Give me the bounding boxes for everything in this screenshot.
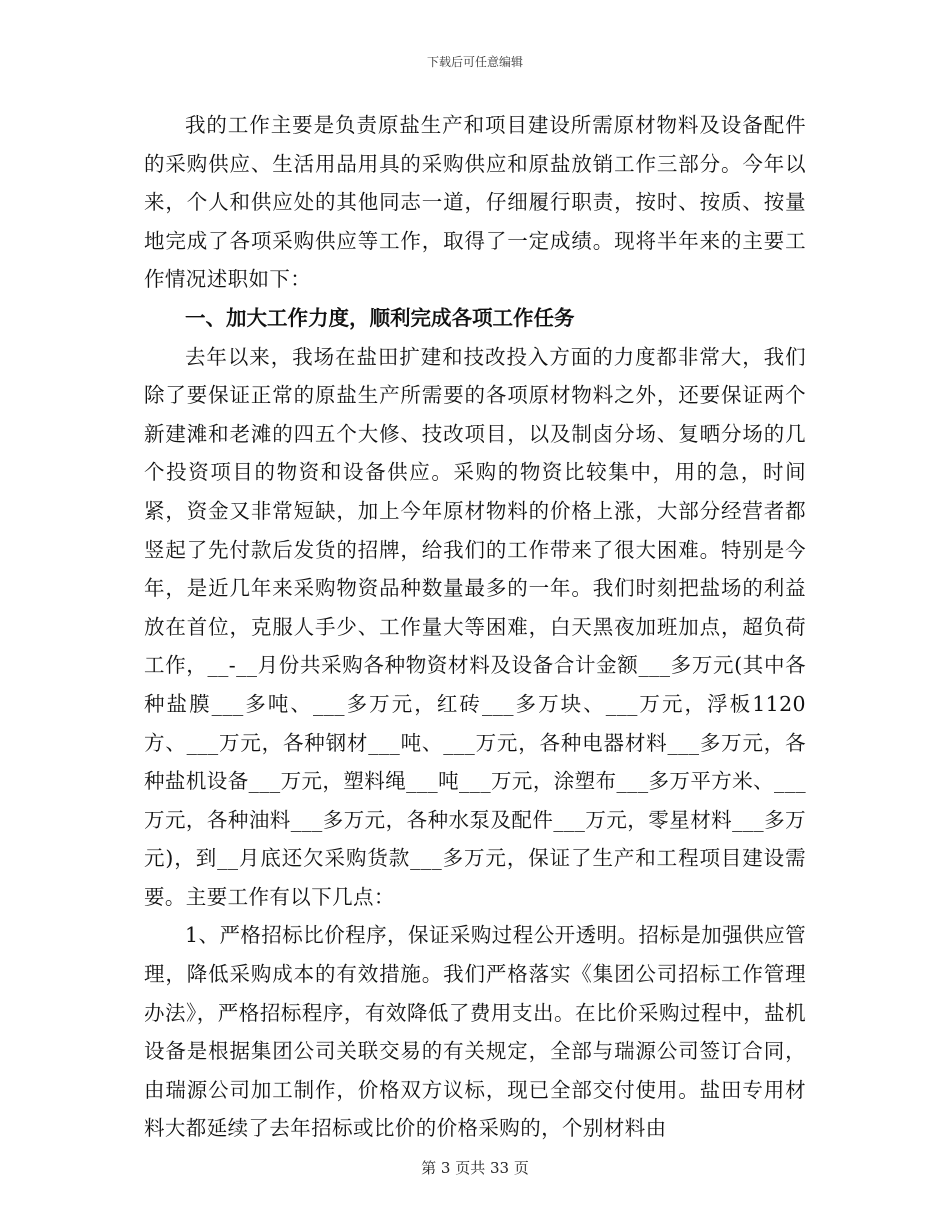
page-number-footer: 第 3 页共 33 页 <box>421 1159 529 1177</box>
section-paragraph: 去年以来，我场在盐田扩建和技改投入方面的力度都非常大，我们除了要保证正常的原盐生产所需要的各项原材物料之外，还要保证两个新建滩和老滩的四五个大修、技改项目，以及制卤分场、复晒分场的几个投资项目的物资和设备供应。采购的物资比较集中，用的急，时间紧，资金又非常短缺，加上今年原材物料的价格上涨，大部分经营者都竖起了先付款后发货的招牌，给我们的工作带来了很大困难。特别是今年，是近几年来采购物资品种数量最多的一年。我们时刻把盐场的利益放在首位，克服人手少、工作量大等困难，白天黑夜加班加点，超负荷工作，__-__月份共采购各种物资材料及设备合计金额___多万元(其中各种盐膜___多吨、___多万元，红砖___多万块、___万元，浮板1120方、___万元，各种钢材___吨、___万元，各种电器材料___多万元，各种盐机设备___万元，塑料绳___吨___万元，涂塑布___多万平方米、___万元，各种油料___多万元，各种水泵及配件___万元，零星材料___多万元)，到__月底还欠采购货款___多万元，保证了生产和工程项目建设需要。主要工作有以下几点： <box>144 344 806 909</box>
section-heading: 一、加大工作力度，顺利完成各项工作任务 <box>185 305 575 330</box>
item-paragraph: 1、严格招标比价程序，保证采购过程公开透明。招标是加强供应管理，降低采购成本的有效措施。我们严格落实《集团公司招标工作管理办法》，严格招标程序，有效降低了费用支出。在比价采购过程中，盐机设备是根据集团公司关联交易的有关规定，全部与瑞源公司签订合同，由瑞源公司加工制作，价格双方议标，现已全部交付使用。盐田专用材料大都延续了去年招标或比价的价格采购的，个别材料由 <box>144 923 806 1141</box>
intro-paragraph: 我的工作主要是负责原盐生产和项目建设所需原材物料及设备配件的采购供应、生活用品用具的采购供应和原盐放销工作三部分。今年以来，个人和供应处的其他同志一道，仔细履行职责，按时、按质、按量地完成了各项采购供应等工作，取得了一定成绩。现将半年来的主要工作情况述职如下： <box>144 113 806 292</box>
document-body <box>144 106 806 1148</box>
page-header-note: 下载后可任意编辑 <box>426 55 523 69</box>
